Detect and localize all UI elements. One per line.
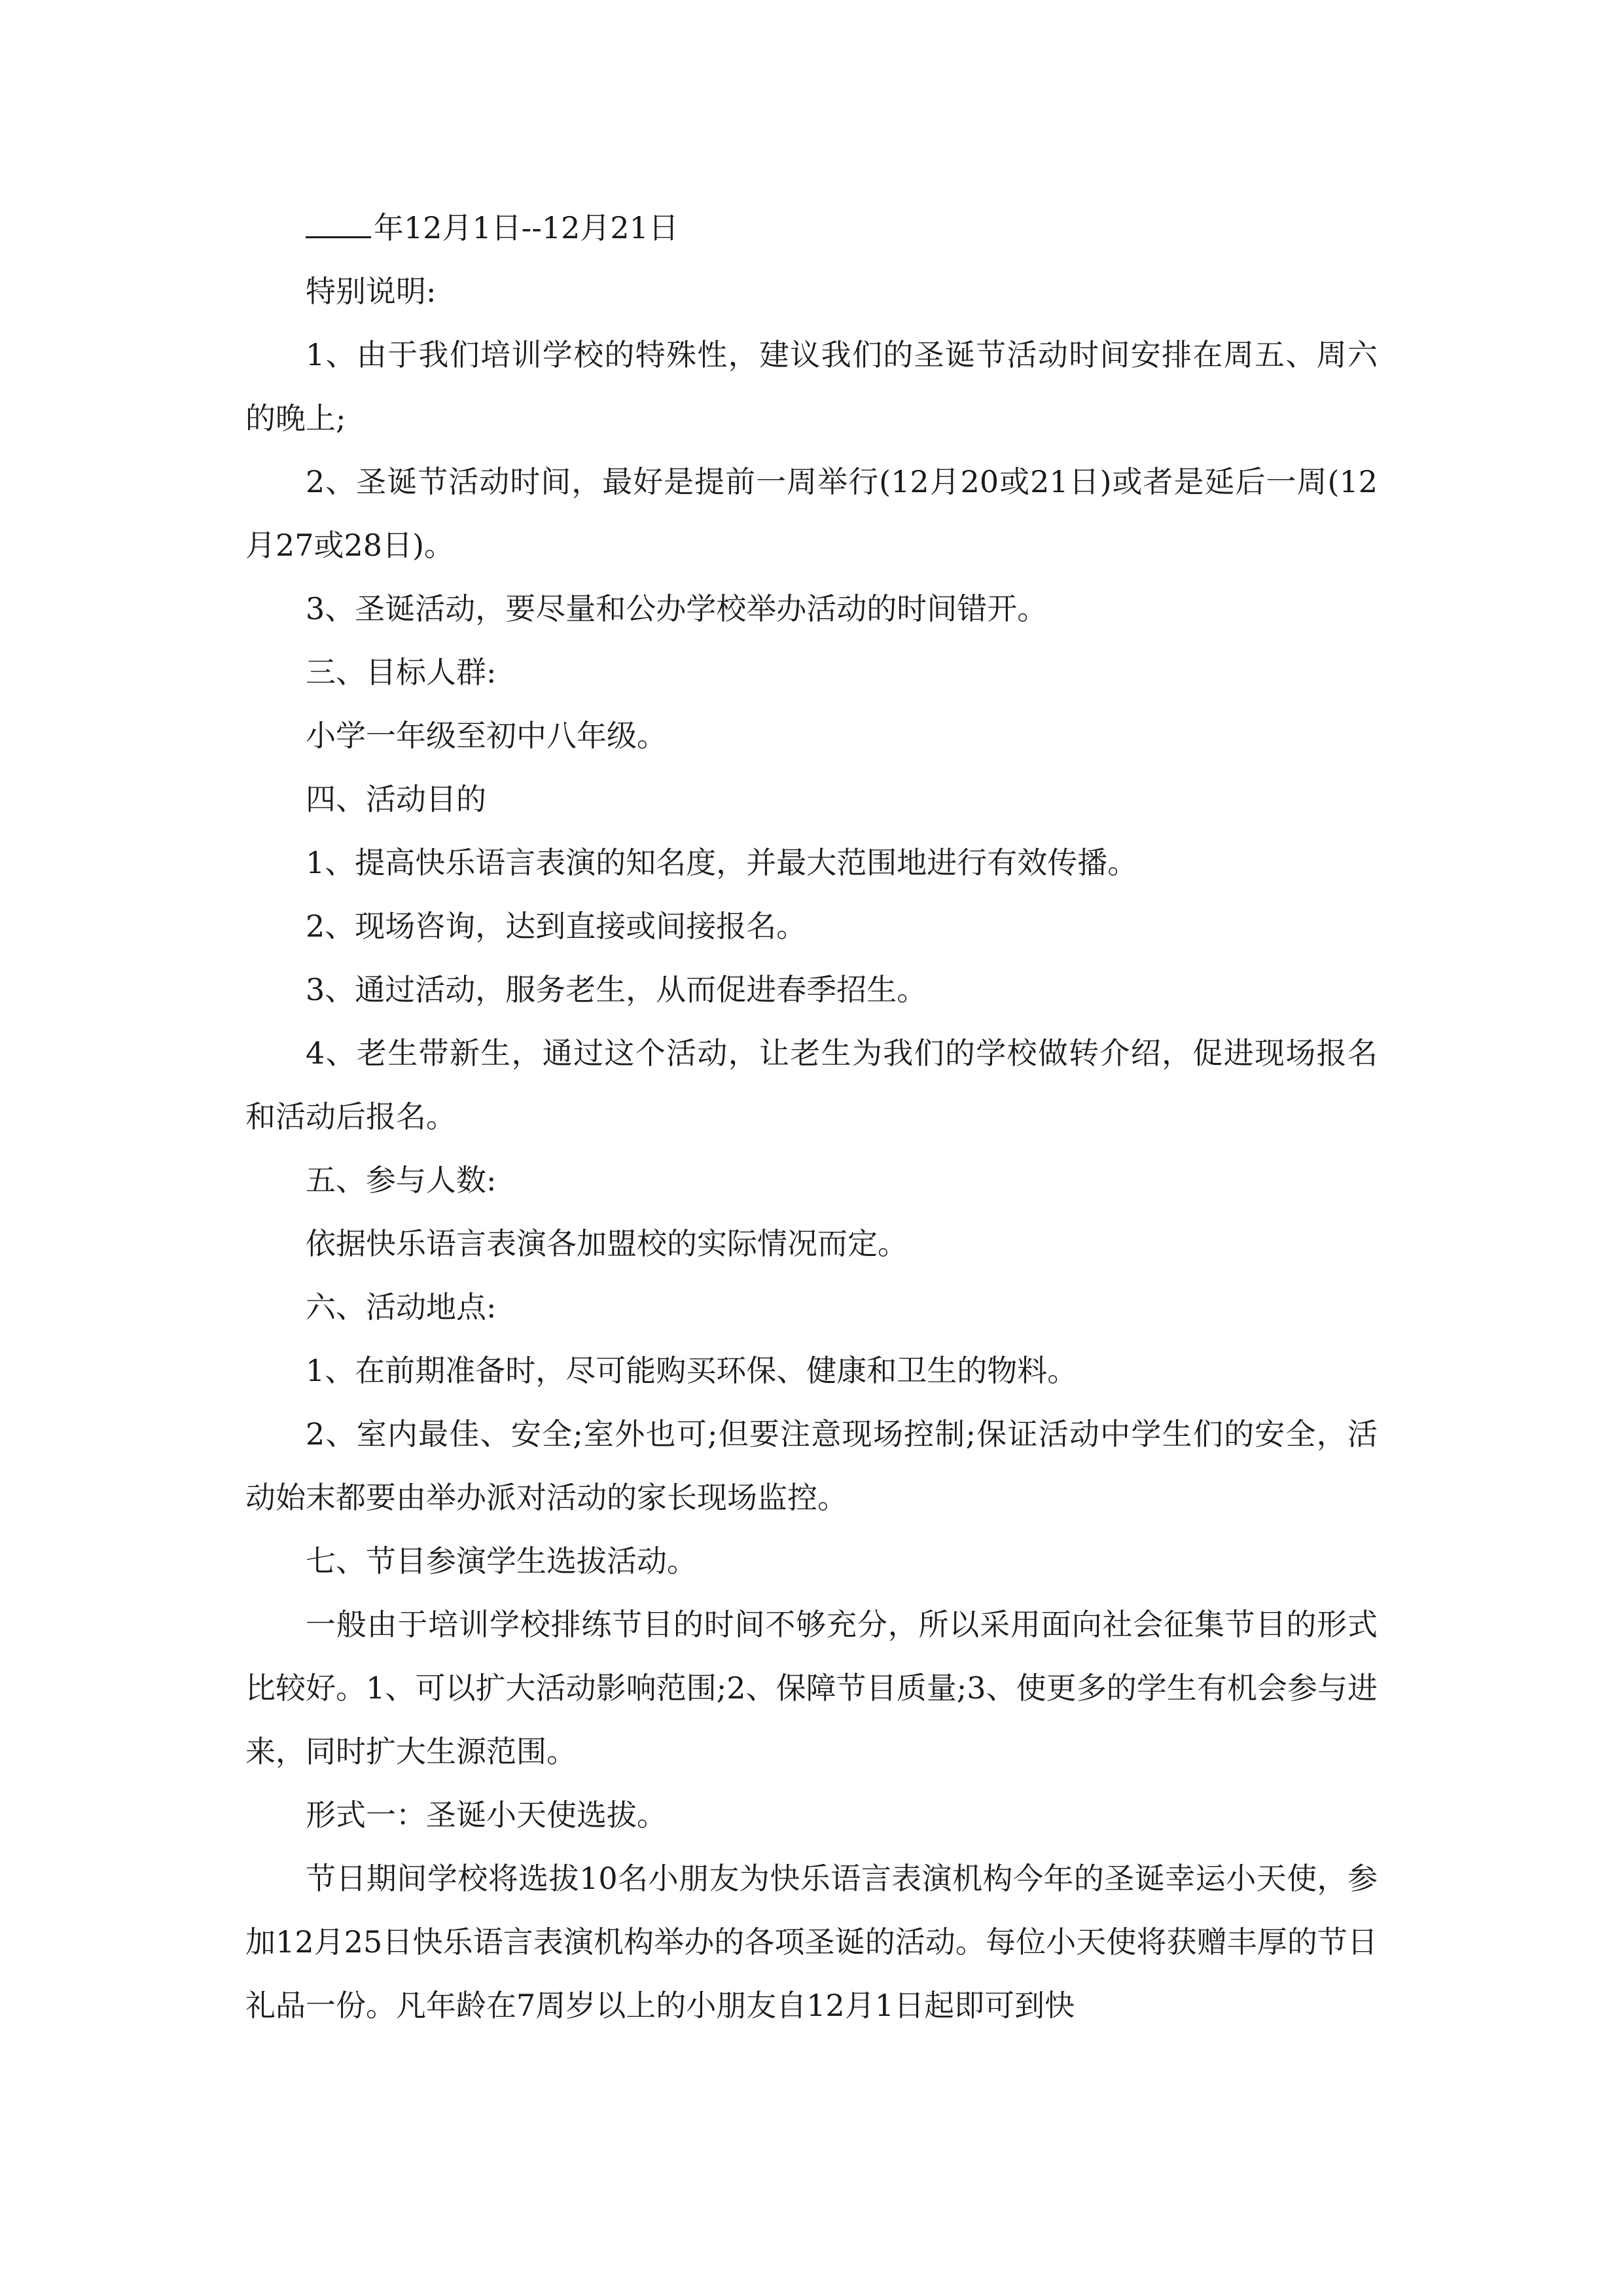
paragraph-location-1: 1、在前期准备时，尽可能购买环保、健康和卫生的物料。 [306,1353,1078,1388]
form-1-heading: 形式一：圣诞小天使选拔。 [306,1797,667,1833]
paragraph-note-2: 2、圣诞节活动时间，最好是提前一周举行(12月20或21日)或者是延后一周(12月27或28日)。 [245,464,1378,563]
document-body [245,196,1378,2037]
paragraph-purpose-3: 3、通过活动，服务老生，从而促进春季招生。 [306,972,927,1007]
paragraph-purpose-4: 4、老生带新生，通过这个活动，让老生为我们的学校做转介绍，促进现场报名和活动后报名。 [245,1035,1378,1134]
section-4-heading: 四、活动目的 [306,781,486,817]
paragraph-location-2: 2、室内最佳、安全;室外也可;但要注意现场控制;保证活动中学生们的安全，活动始末都要由举办派对活动的家长现场监控。 [245,1416,1378,1515]
paragraph-form-1-body: 节日期间学校将选拔10名小朋友为快乐语言表演机构今年的圣诞幸运小天使，参加12月25日快乐语言表演机构举办的各项圣诞的活动。每位小天使将获赠丰厚的节日礼品一份。凡年龄在7周岁以上的小朋友自12月1日起即可到快 [245,1861,1378,2023]
section-3-heading: 三、目标人群: [306,655,497,690]
paragraph-note-3: 3、圣诞活动，要尽量和公办学校举办活动的时间错开。 [306,591,1048,626]
date-range-text: 年12月1日--12月21日 [374,210,679,245]
blank-underline [306,206,371,238]
paragraph-participants: 依据快乐语言表演各加盟校的实际情况而定。 [306,1226,908,1261]
paragraph-date-range [245,196,1378,260]
section-7-heading: 七、节目参演学生选拔活动。 [306,1543,697,1579]
paragraph-target-group: 小学一年级至初中八年级。 [306,718,667,753]
paragraph-purpose-2: 2、现场咨询，达到直接或间接报名。 [306,908,807,944]
section-5-heading: 五、参与人数: [306,1162,497,1198]
paragraph-purpose-1: 1、提高快乐语言表演的知名度，并最大范围地进行有效传播。 [306,845,1138,880]
paragraph-selection-intro: 一般由于培训学校排练节目的时间不够充分，所以采用面向社会征集节目的形式比较好。1、可以扩大活动影响范围;2、保障节目质量;3、使更多的学生有机会参与进来，同时扩大生源范围。 [245,1607,1378,1769]
paragraph-special-note-heading: 特别说明: [306,274,437,309]
paragraph-note-1: 1、由于我们培训学校的特殊性，建议我们的圣诞节活动时间安排在周五、周六的晚上; [245,337,1378,436]
section-6-heading: 六、活动地点: [306,1289,497,1325]
